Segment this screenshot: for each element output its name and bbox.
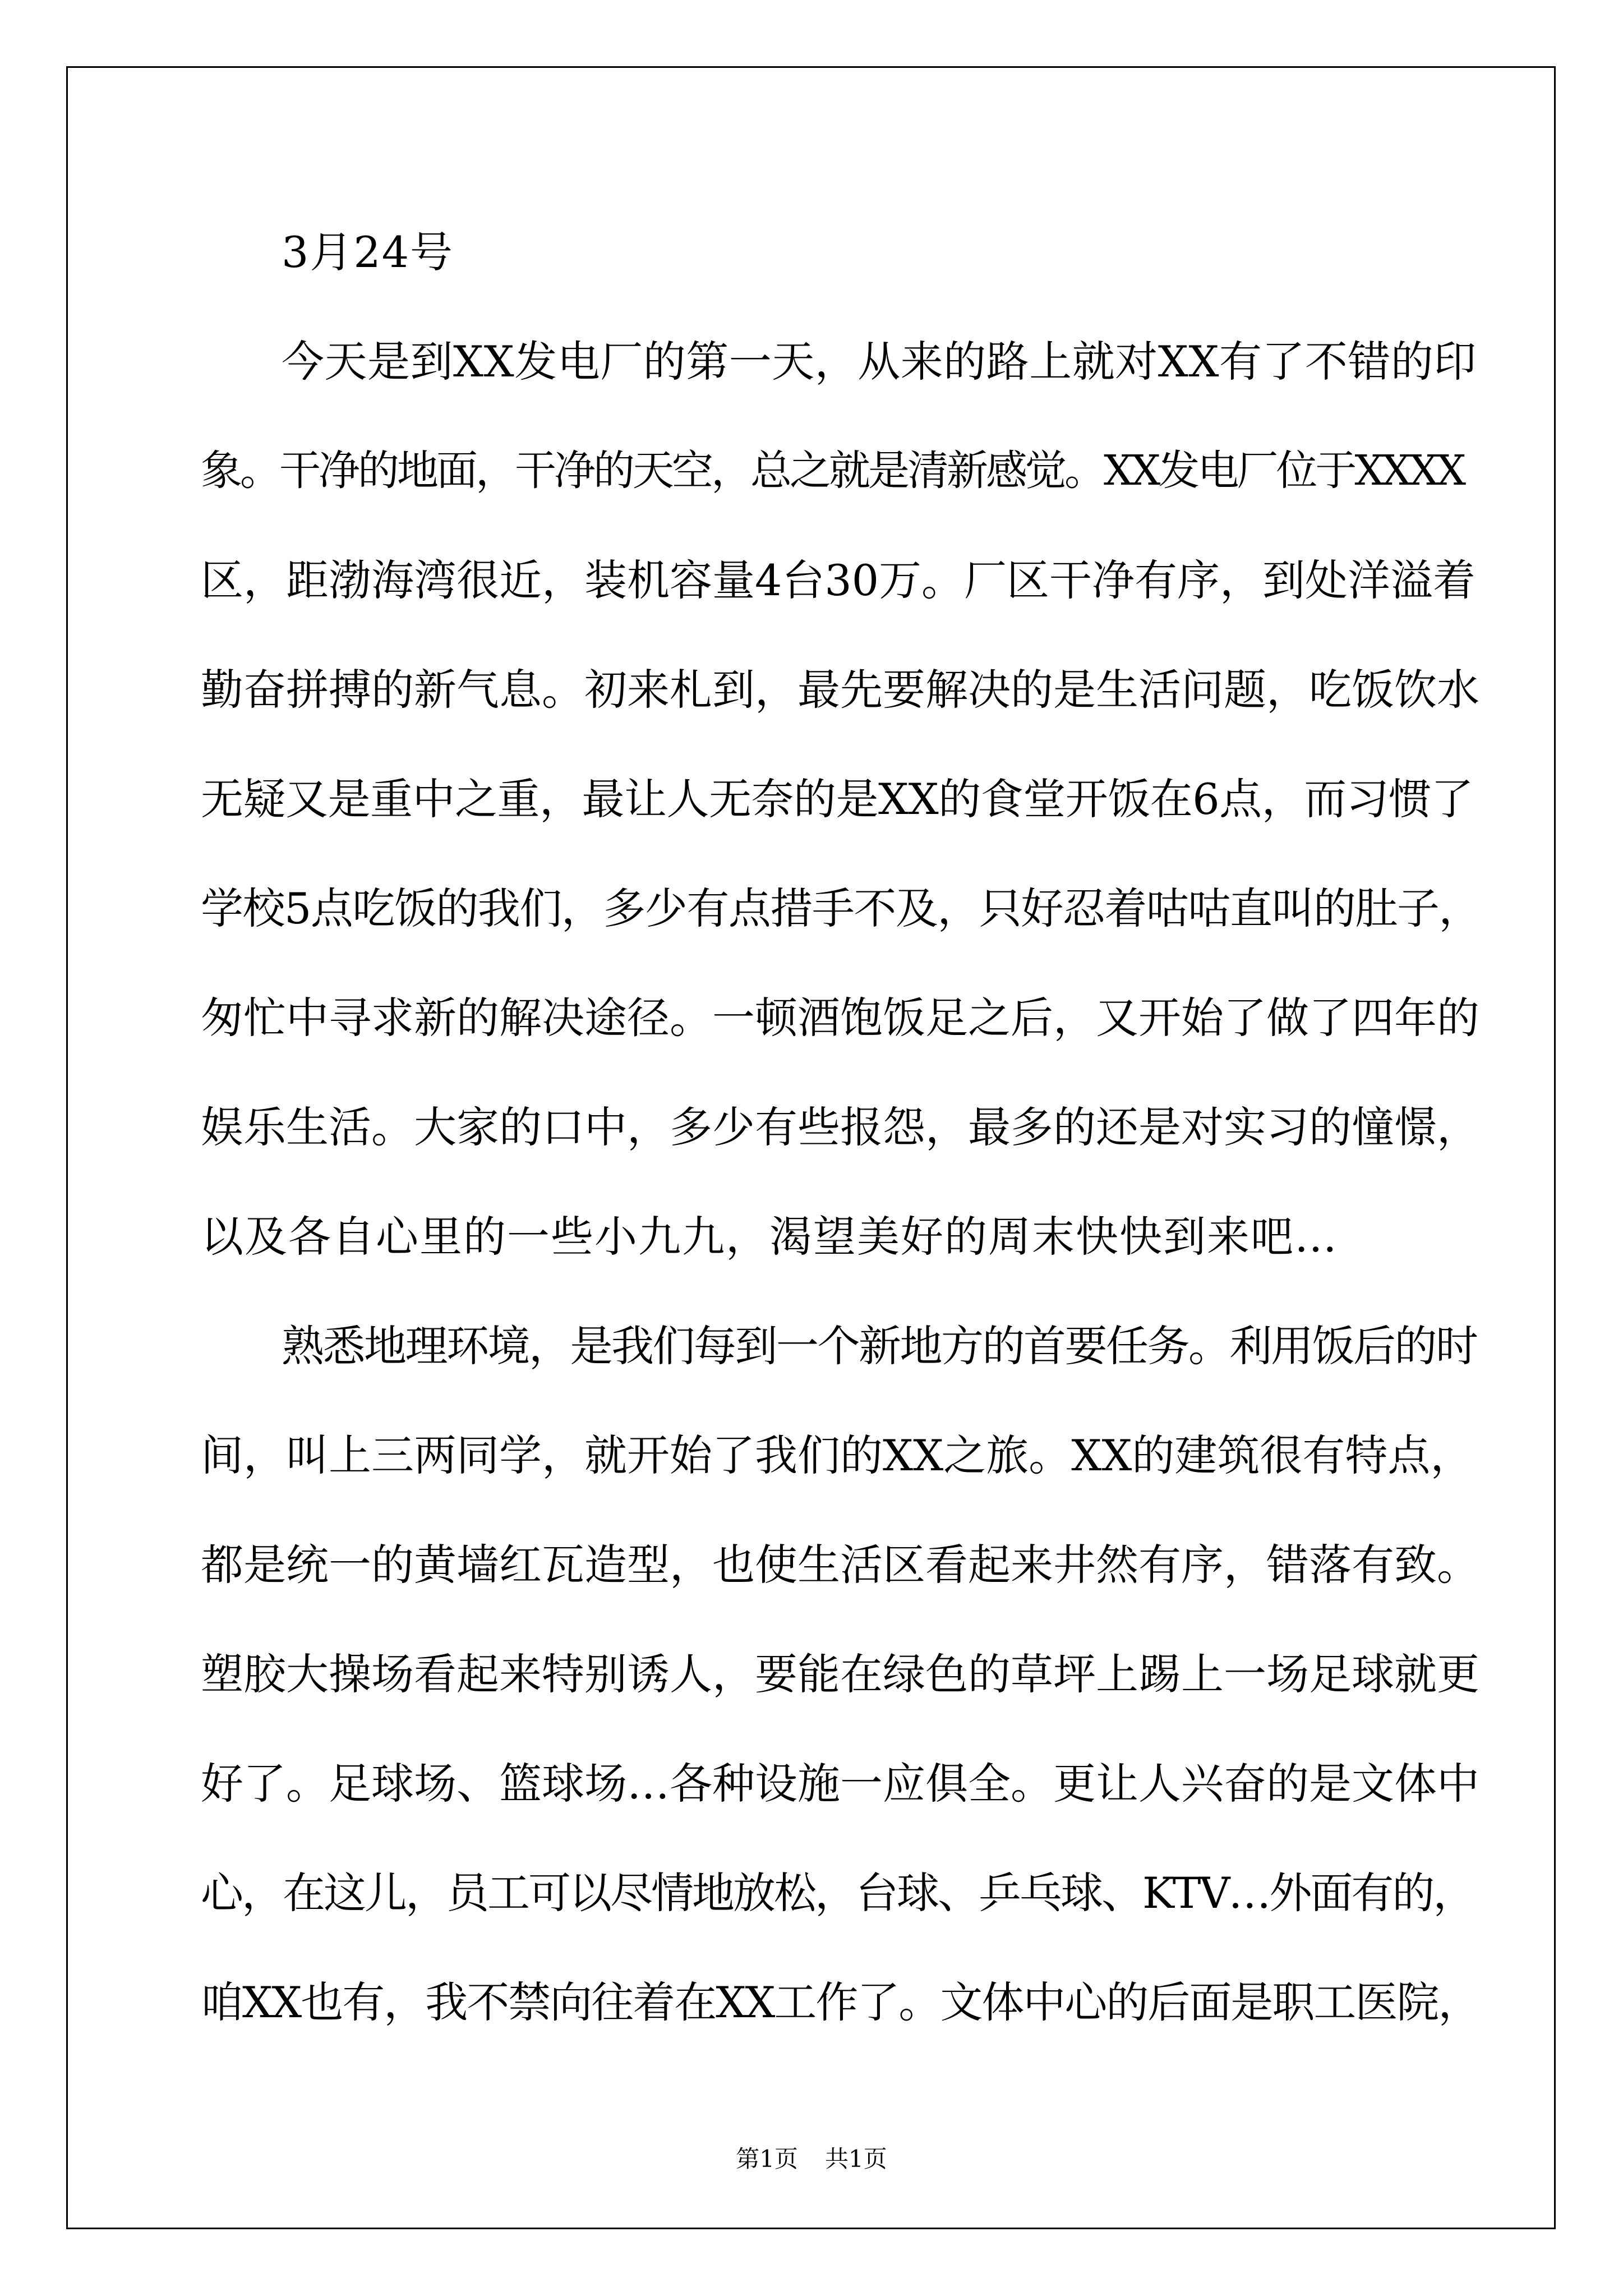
page-footer	[0, 2147, 1623, 2171]
paragraph-1-line: 区，距渤海湾很近，装机容量4台30万。厂区干净有序，到处洋溢着	[201, 555, 1476, 605]
paragraph-2-line: 咱XX也有，我不禁向往着在XX工作了。文体中心的后面是职工医院，	[201, 1977, 1480, 2027]
paragraph-1-line: 以及各自心里的一些小九九，渴望美好的周末快快到来吧…	[201, 1212, 1338, 1262]
paragraph-1-line: 象。干净的地面，干净的天空，总之就是清新感觉。XX发电厂位于XXXX	[201, 447, 1464, 495]
paragraph-2-line: 好了。足球场、篮球场…各种设施一应俱全。更让人兴奋的是文体中	[201, 1759, 1479, 1809]
paragraph-2-line: 都是统一的黄墙红瓦造型，也使生活区看起来井然有序，错落有致。	[201, 1540, 1479, 1590]
paragraph-2-line: 熟悉地理环境，是我们每到一个新地方的首要任务。利用饭后的时	[282, 1321, 1477, 1371]
paragraph-1-line: 无疑又是重中之重，最让人无奈的是XX的食堂开饭在6点，而习惯了	[201, 774, 1474, 824]
paragraph-2-line: 间，叫上三两同学，就开始了我们的XX之旅。XX的建筑很有特点，	[201, 1430, 1473, 1480]
paragraph-1-line: 匆忙中寻求新的解决途径。一顿酒饱饭足之后，又开始了做了四年的	[201, 993, 1479, 1043]
paragraph-2-line: 心，在这儿，员工可以尽情地放松，台球、乒乓球、KTV…外面有的，	[201, 1868, 1474, 1918]
paragraph-1-line: 今天是到XX发电厂的第一天，从来的路上就对XX有了不错的印	[282, 337, 1477, 386]
date-heading: 3月24号	[282, 227, 454, 277]
paragraph-1-line: 学校5点吃饭的我们，多少有点措手不及，只好忍着咕咕直叫的肚子，	[201, 884, 1481, 933]
page-number: 第1页	[736, 2145, 798, 2173]
paragraph-2-line: 塑胶大操场看起来特别诱人，要能在绿色的草坪上踢上一场足球就更	[201, 1649, 1479, 1699]
page-total: 共1页	[825, 2145, 887, 2173]
paragraph-1-line: 勤奋拼搏的新气息。初来札到，最先要解决的是生活问题，吃饭饮水	[201, 665, 1479, 715]
paragraph-1-line: 娱乐生活。大家的口中，多少有些报怨，最多的还是对实习的憧憬，	[201, 1102, 1479, 1152]
